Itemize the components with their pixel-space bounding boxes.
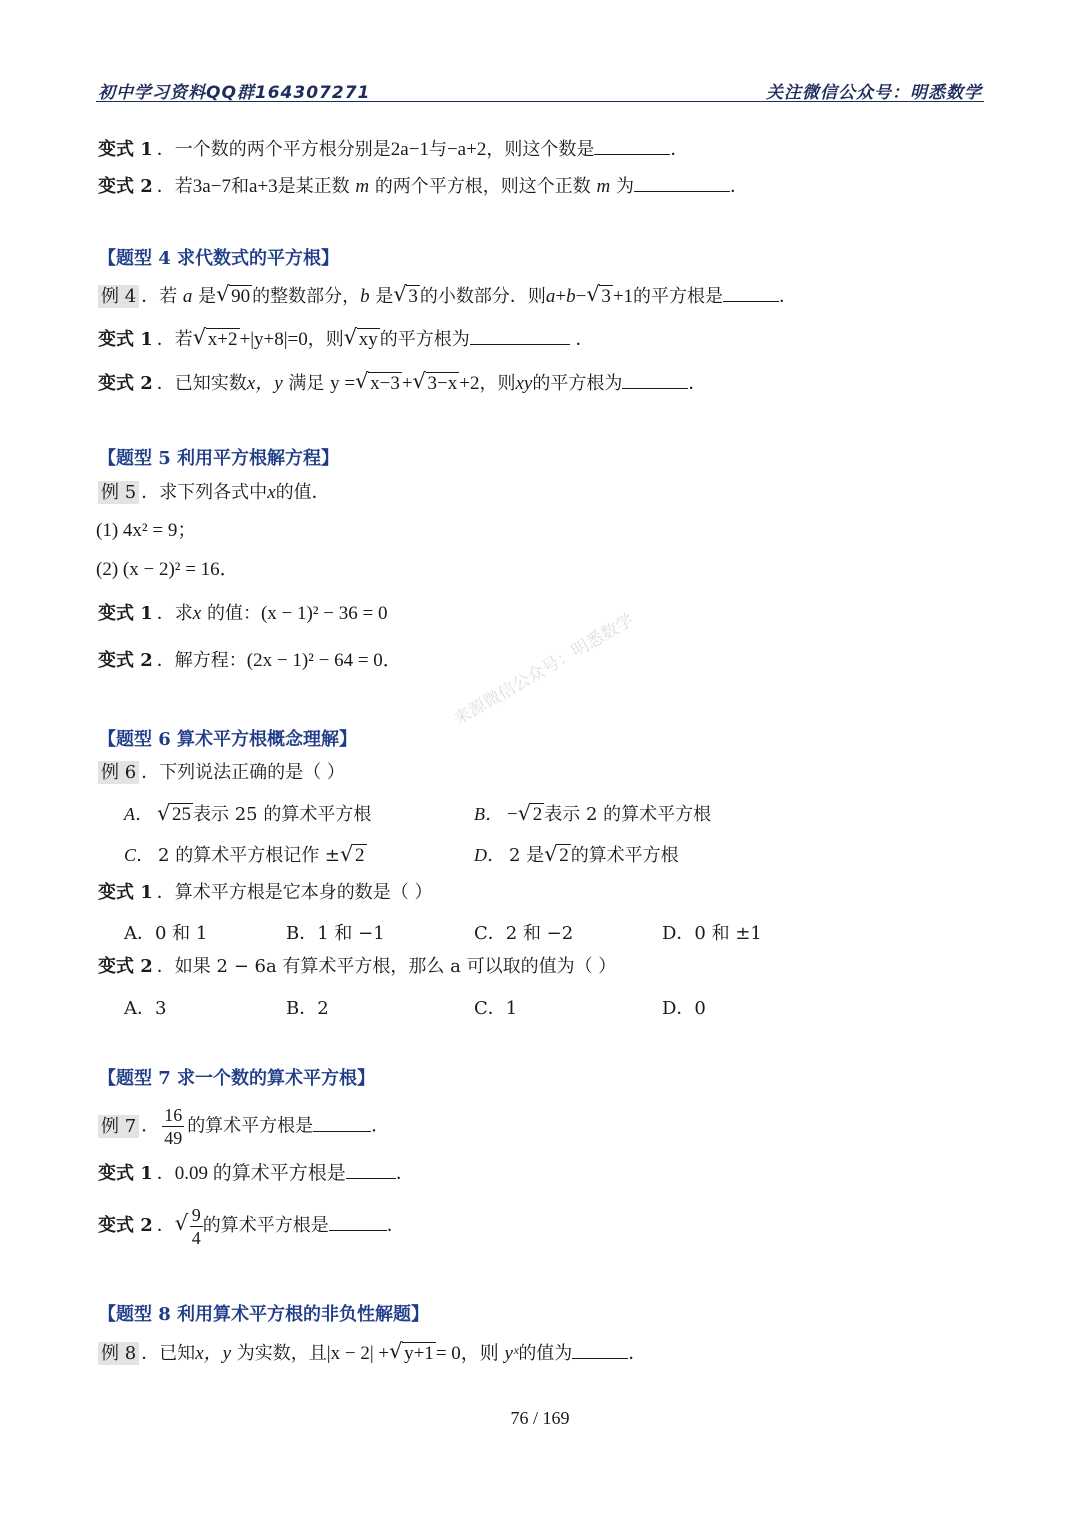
- variant-2-option-a[interactable]: A．3: [124, 998, 167, 1019]
- answer-blank[interactable]: [572, 1340, 628, 1359]
- watermark: 来源微信公众号：明悉数学: [450, 610, 638, 730]
- example-5-part-1: (1) 4x² = 9；: [96, 520, 197, 541]
- section-4-title: 【题型 4 求代数式的平方根】: [98, 248, 340, 269]
- answer-blank[interactable]: [622, 370, 688, 389]
- section-8-title: 【题型 8 利用算术平方根的非负性解题】: [98, 1304, 430, 1325]
- variant-2-option-c[interactable]: C．1: [474, 998, 518, 1019]
- fraction: $\frac{16}{49}$: [164, 1105, 183, 1148]
- example-6-option-d[interactable]: D． 2 是√ 2 的算术平方根: [474, 841, 679, 867]
- example-5-part-2: (2) (x − 2)² = 16．: [96, 559, 239, 580]
- variant-1-option-c[interactable]: C．2 和 −2: [474, 923, 574, 944]
- example-6: 例 6 ．下列说法正确的是（ ）: [98, 760, 345, 786]
- section-5-title: 【题型 5 利用平方根解方程】: [98, 448, 340, 469]
- section-4-variant-1: 变式 1 ．若√ x+2 +|y+8|=0，则√ xy 的平方根为 ．: [98, 326, 594, 353]
- variant-1-option-a[interactable]: A．0 和 1: [124, 923, 208, 944]
- answer-blank[interactable]: [346, 1160, 396, 1179]
- section-4-variant-2: 变式 2 ．已知实数x，y 满足 y =√ x−3 +√ 3−x +2，则xy的平方根为 ．: [98, 370, 706, 397]
- answer-blank[interactable]: [723, 283, 779, 302]
- variant-2-option-d[interactable]: D．0: [662, 998, 706, 1019]
- header-divider: [96, 101, 984, 102]
- section-7-variant-1: 变式 1 ．0.09 的算术平方根是 ．: [98, 1160, 414, 1187]
- answer-blank[interactable]: [313, 1113, 371, 1132]
- variant-1-option-d[interactable]: D．0 和 ±1: [662, 923, 762, 944]
- answer-blank[interactable]: [594, 136, 670, 155]
- example-5: 例 5 ．求下列各式中x的值．: [98, 480, 330, 506]
- variant-1-line: 变式 1 ．一个数的两个平方根分别是2a−1与−a+2，则这个数是 ．: [98, 136, 688, 163]
- section-6-variant-1: 变式 1 ．算术平方根是它本身的数是（ ）: [98, 882, 433, 903]
- answer-blank[interactable]: [634, 173, 730, 192]
- example-6-option-b[interactable]: B． −√ 2 表示 2 的算术平方根: [474, 800, 711, 826]
- example-7: 例 7 ． $\frac{16}{49}$ 的算术平方根是 ．: [98, 1104, 389, 1149]
- section-7-title: 【题型 7 求一个数的算术平方根】: [98, 1068, 376, 1089]
- variant-2-line: 变式 2 ．若3a−7和a+3是某正数 m 的两个平方根，则这个正数 m 为 ．: [98, 173, 748, 200]
- section-7-variant-2: 变式 2 ． √ $\frac{9}{4}$ 的算术平方根是 ．: [98, 1202, 405, 1250]
- header-right: 关注微信公众号：明悉数学: [766, 83, 982, 103]
- answer-blank[interactable]: [329, 1212, 387, 1231]
- page-number: 76 / 169: [510, 1408, 570, 1428]
- section-5-variant-2: 变式 2 ．解方程：(2x − 1)² − 64 = 0．: [98, 650, 402, 671]
- variant-1-option-b[interactable]: B．1 和 −1: [286, 923, 385, 944]
- variant-2-option-b[interactable]: B．2: [286, 998, 329, 1019]
- section-5-variant-1: 变式 1 ．求x 的值：(x − 1)² − 36 = 0: [98, 603, 388, 624]
- section-6-title: 【题型 6 算术平方根概念理解】: [98, 729, 358, 750]
- header-left: 初中学习资料QQ群164307271: [98, 83, 371, 103]
- example-6-option-a[interactable]: A．√ 25 表示 25 的算术平方根: [124, 800, 371, 826]
- answer-blank[interactable]: [470, 326, 570, 345]
- example-6-option-c[interactable]: C． 2 的算术平方根记作 ±√ 2: [124, 841, 367, 867]
- example-4: 例 4 ．若 a 是√ 90 的整数部分，b 是√ 3 的小数部分．则a+b−√ 3 +1的平方根是 ．: [98, 283, 797, 310]
- section-6-variant-2: 变式 2 ．如果 2 − 6a 有算术平方根，那么 a 可以取的值为（ ）: [98, 956, 617, 977]
- example-8: 例 8 ．已知x，y 为实数，且|x − 2| +√ y+1 = 0，则 yˣ的值为 ．: [98, 1340, 646, 1367]
